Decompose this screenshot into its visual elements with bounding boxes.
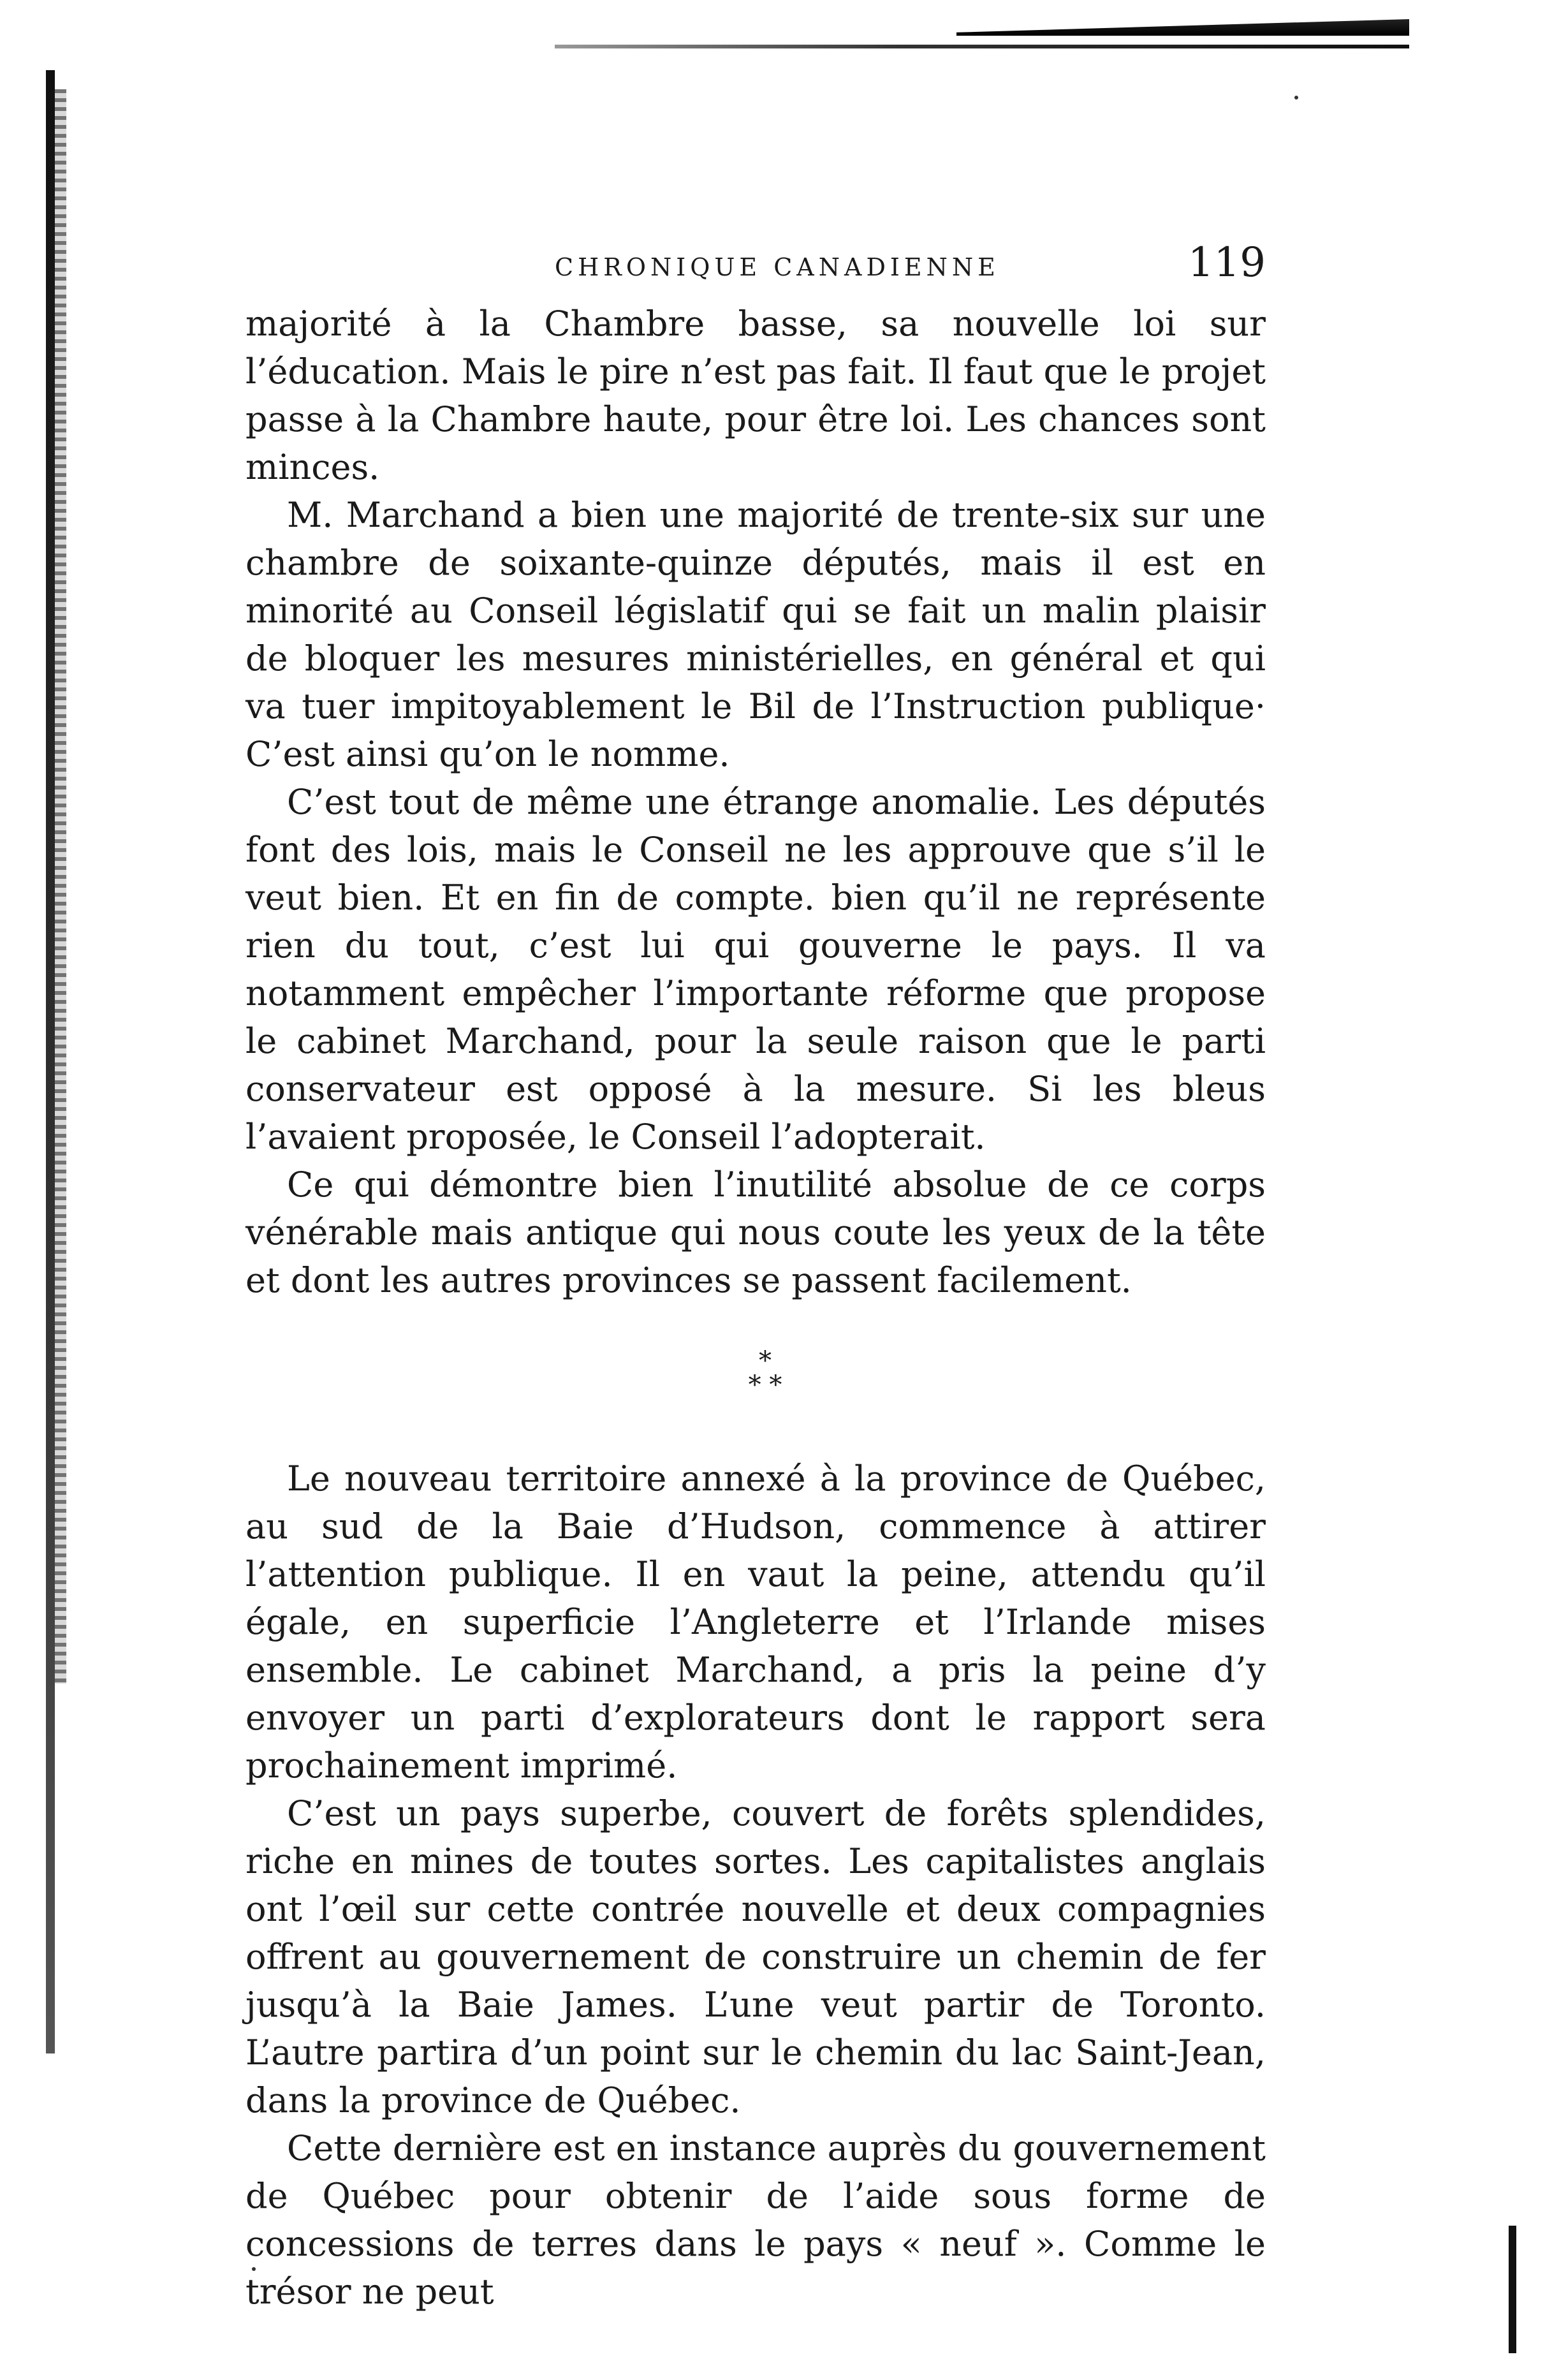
separator-top-star: * bbox=[759, 1346, 772, 1376]
page-number: 119 bbox=[1187, 239, 1266, 286]
paragraph: Cette dernière est en instance auprès du gouvernement de Québec pour obtenir de l’aide sous forme de concessions de terres dans le pays « neuf ». Comme le trésor ne peut bbox=[245, 2128, 1266, 2312]
paragraph: C’est un pays superbe, couvert de forêts splendides, riche en mines de toutes sortes. Les capitalistes anglais ont l’œil sur cette contrée nouvelle et deux compagnies offrent au gouvernement de construire un chemin de fer jusqu’à la Baie James. L’une veut partir de Toronto. L’autre partira d’un point sur le chemin du lac Saint-Jean, dans la province de Québec. bbox=[245, 1793, 1266, 2120]
scan-edge-left bbox=[46, 70, 55, 2053]
section-separator bbox=[265, 1346, 1266, 1400]
paragraph: Le nouveau territoire annexé à la province de Québec, au sud de la Baie d’Hudson, commence à attirer l’attention publique. Il en vaut la peine, attendu qu’il égale, en superficie l’Angleterre et l’Irlande mises ensemble. Le cabinet Marchand, a pris la peine d’y envoyer un parti d’explorateurs dont le rapport sera prochainement imprimé. bbox=[245, 1458, 1266, 1786]
paragraph: majorité à la Chambre basse, sa nouvelle loi sur l’éducation. Mais le pire n’est pas fait. Il faut que le projet passe à la Chambre haute, pour être loi. Les chances sont minces. bbox=[245, 304, 1266, 487]
page-body bbox=[245, 300, 1266, 2316]
separator-bottom-stars: * * bbox=[748, 1370, 782, 1400]
page-header bbox=[245, 239, 1266, 297]
scan-edge-right bbox=[1509, 2226, 1516, 2353]
scan-shadow-top bbox=[956, 19, 1409, 36]
paragraph: M. Marchand a bien une majorité de trente-six sur une chambre de soixante-quinze députés, mais il est en minorité au Conseil législatif qui se fait un malin plaisir de bloquer les mesures ministérielles, en général et qui va tuer impitoyablement le Bil de l’Instruction publique· C’est ainsi qu’on le nomme. bbox=[245, 495, 1266, 774]
scan-speck bbox=[1294, 96, 1298, 99]
scan-rule-top bbox=[555, 45, 1409, 48]
paragraph: Ce qui démontre bien l’inutilité absolue de ce corps vénérable mais antique qui nous coute les yeux de la tête et dont les autres provinces se passent facilement. bbox=[245, 1164, 1266, 1300]
paragraph: C’est tout de même une étrange anomalie. Les députés font des lois, mais le Conseil ne les approuve que s’il le veut bien. Et en fin de compte. bien qu’il ne représente rien du tout, c’est lui qui gouverne le pays. Il va notamment empêcher l’importante réforme que propose le cabinet Marchand, pour la seule raison que le parti conservateur est opposé à la mesure. Si les bleus l’avaient proposée, le Conseil l’adopterait. bbox=[245, 782, 1266, 1157]
running-head: CHRONIQUE CANADIENNE bbox=[555, 253, 1000, 281]
scan-edge-left-texture bbox=[55, 89, 66, 1684]
